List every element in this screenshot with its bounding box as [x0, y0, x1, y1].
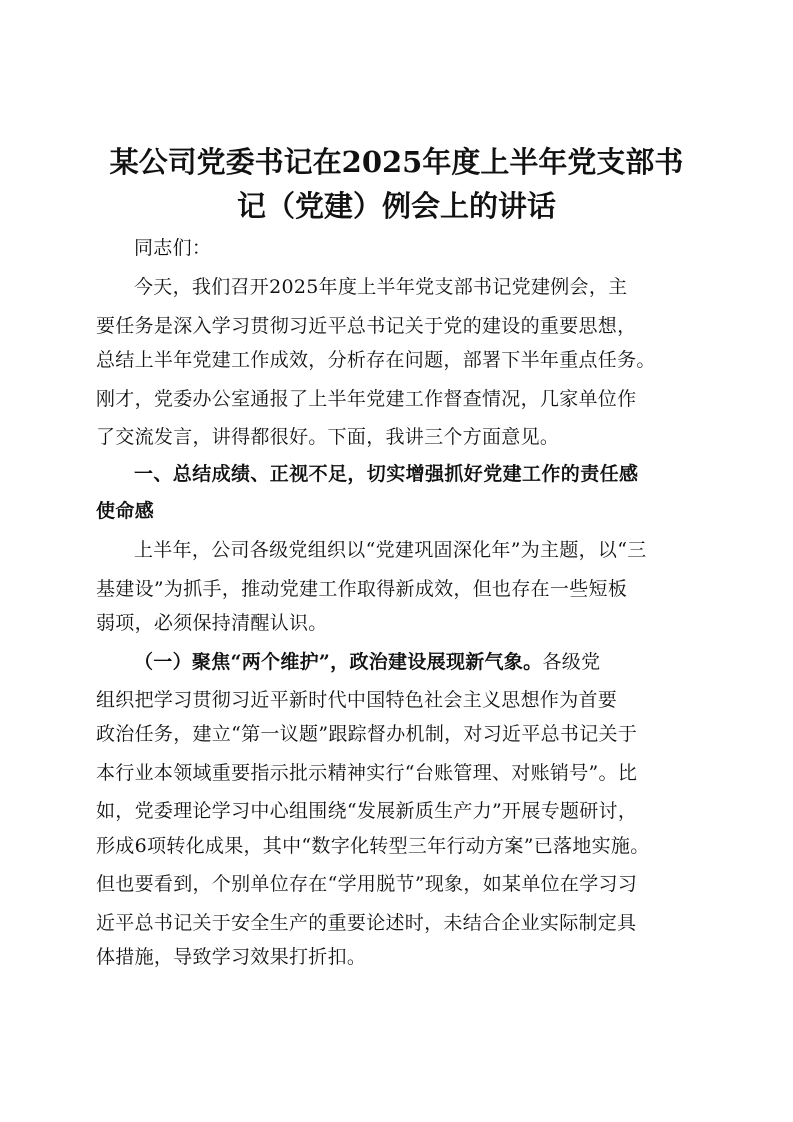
section-1-heading-cont: 使命感 [96, 500, 155, 522]
subsection-1-paragraph-line: 如，党委理论学习中心组围绕“发展新质生产力”开展专题研讨， [96, 800, 638, 822]
section-1-paragraph-line: 基建设”为抓手，推动党建工作取得新成效，但也存在一些短板 [96, 578, 628, 600]
subsection-1-paragraph-line: 近平总书记关于安全生产的重要论述时，未结合企业实际制定具 [96, 912, 637, 934]
intro-line: 总结上半年党建工作成效，分析存在问题，部署下半年重点任务。 [96, 349, 656, 371]
subsection-1-paragraph-line: 但也要看到，个别单位存在“学用脱节”现象，如某单位在学习习 [96, 873, 638, 895]
intro-line: 今天，我们召开2025年度上半年党支部书记党建例会，主 [134, 276, 628, 298]
subsection-1-paragraph-line: 组织把学习贯彻习近平新时代中国特色社会主义思想作为首要 [96, 689, 618, 711]
subsection-1-paragraph-line: 政治任务，建立“第一议题”跟踪督办机制，对习近平总书记关于 [96, 723, 638, 745]
document-title-line-2: 记（党建）例会上的讲话 [236, 189, 556, 223]
intro-line: 了交流发言，讲得都很好。下面，我讲三个方面意见。 [96, 426, 560, 448]
section-1-paragraph-line: 上半年，公司各级党组织以“党建巩固深化年”为主题，以“三 [134, 539, 647, 561]
intro-line: 要任务是深入学习贯彻习近平总书记关于党的建设的重要思想， [96, 315, 637, 337]
subsection-1-first-line [134, 650, 600, 674]
salutation: 同志们： [134, 237, 212, 259]
subsection-1-first-tail: 各级党 [542, 651, 601, 673]
subsection-1-paragraph-line: 本行业本领域重要指示批示精神实行“台账管理、对账销号”。比 [96, 762, 638, 784]
subsection-1-paragraph-line: 形成6项转化成果，其中“数字化转型三年行动方案”已落地实施。 [96, 835, 650, 857]
intro-line: 刚才，党委办公室通报了上半年党建工作督查情况，几家单位作 [96, 388, 637, 410]
section-1-paragraph-line: 弱项，必须保持清醒认识。 [96, 612, 328, 634]
subsection-1-heading: （一）聚焦“两个维护”，政治建设展现新气象。 [134, 651, 543, 673]
document-title-line-1: 某公司党委书记在2025年度上半年党支部书 [109, 145, 684, 179]
subsection-1-paragraph-line: 体措施，导致学习效果打折扣。 [96, 946, 367, 968]
section-1-heading: 一、总结成绩、正视不足，切实增强抓好党建工作的责任感 [134, 463, 639, 485]
